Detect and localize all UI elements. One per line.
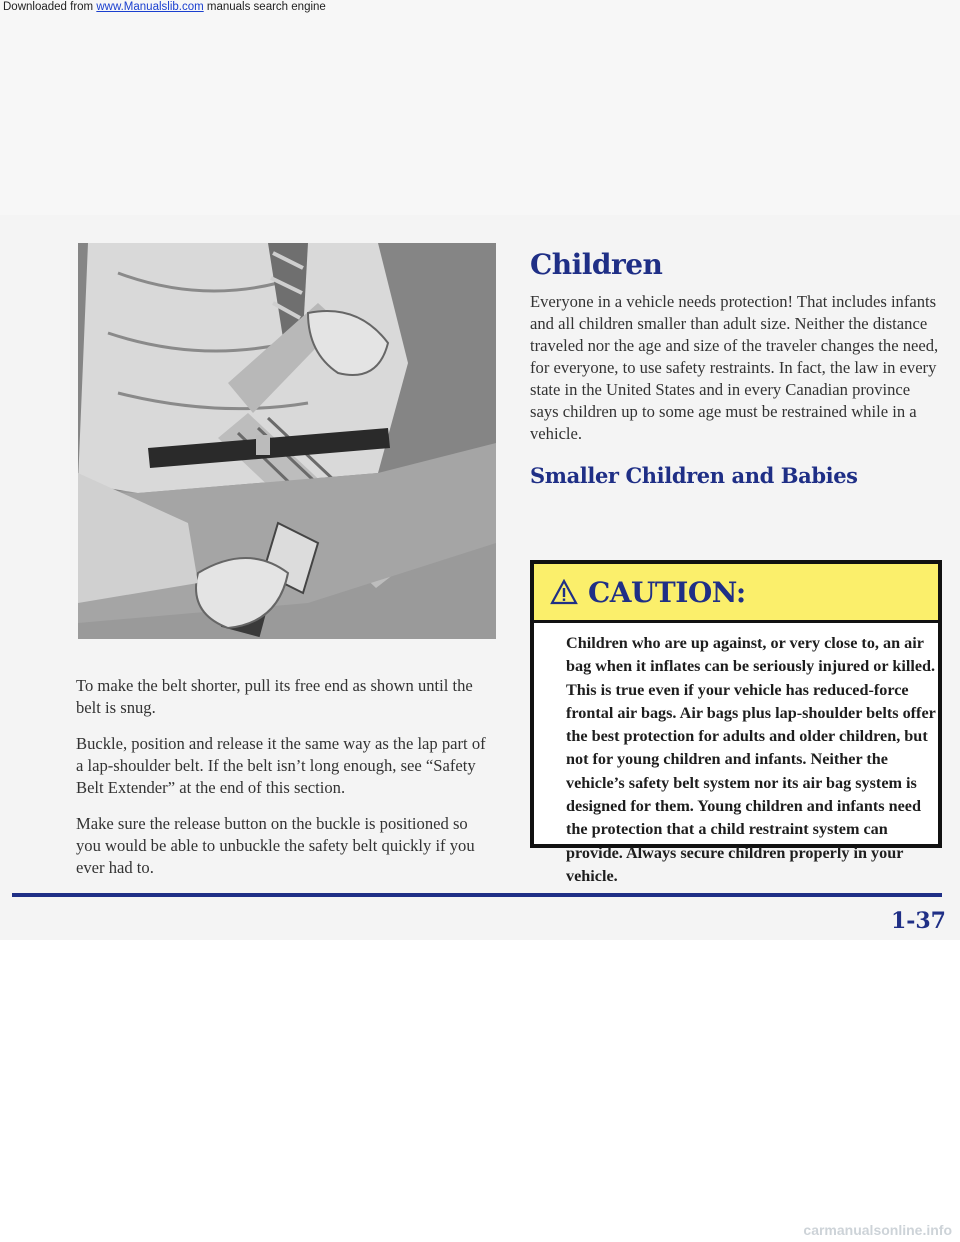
right-column (530, 248, 942, 506)
caution-label: CAUTION: (588, 575, 746, 609)
footer-rule (12, 893, 942, 897)
subsection-title: Smaller Children and Babies (530, 463, 858, 488)
section-title: Children (530, 248, 663, 281)
paragraph-buckle-position: Buckle, position and release it the same way as the lap part of a lap-shoulder belt. If the belt isn’t long enough, see “Safety Belt Extender” at the end of this section. (76, 734, 486, 797)
paragraph-shorten-belt: To make the belt shorter, pull its free end as shown until the belt is snug. (76, 676, 473, 717)
top-margin (0, 0, 960, 215)
caution-header (534, 564, 938, 623)
manualslib-link[interactable]: www.Manualslib.com (96, 1, 204, 13)
watermark: carmanualsonline.info (803, 1222, 952, 1238)
warning-triangle-icon (550, 579, 578, 605)
belt-illustration (78, 243, 496, 639)
children-intro: Everyone in a vehicle needs protection! That includes infants and all children smaller than adult size. Neither the distance traveled nor the age and size of the traveler changes the need, for everyone, to use safety restraints. In fact, the law in every state in the United States and in every Canadian province says children up to some age must be restrained while in a vehicle. (530, 292, 939, 443)
caution-box (530, 560, 942, 885)
header-prefix: Downloaded from (3, 1, 97, 13)
paragraph-release-button: Make sure the release button on the buckle is positioned so you would be able to unbuckle the safety belt quickly if you ever had to. (76, 814, 475, 877)
page-number: 1-37 (890, 908, 946, 934)
left-column (76, 675, 496, 893)
header-suffix: manuals search engine (203, 1, 326, 13)
caution-text: Children who are up against, or very close to, an air bag when it inflates can be seriously injured or killed. This is true even if your vehicle has reduced-force frontal air bags. Air bags plus lap-shoulder belts offer the best protection for adults and older children, but not for young children and infants. Neither the vehicle’s safety belt system nor its air bag system is designed for them. Young children and infants need the protection that a child restraint system can provide. Always secure children properly in your vehicle. (566, 634, 936, 885)
download-header (0, 0, 960, 15)
